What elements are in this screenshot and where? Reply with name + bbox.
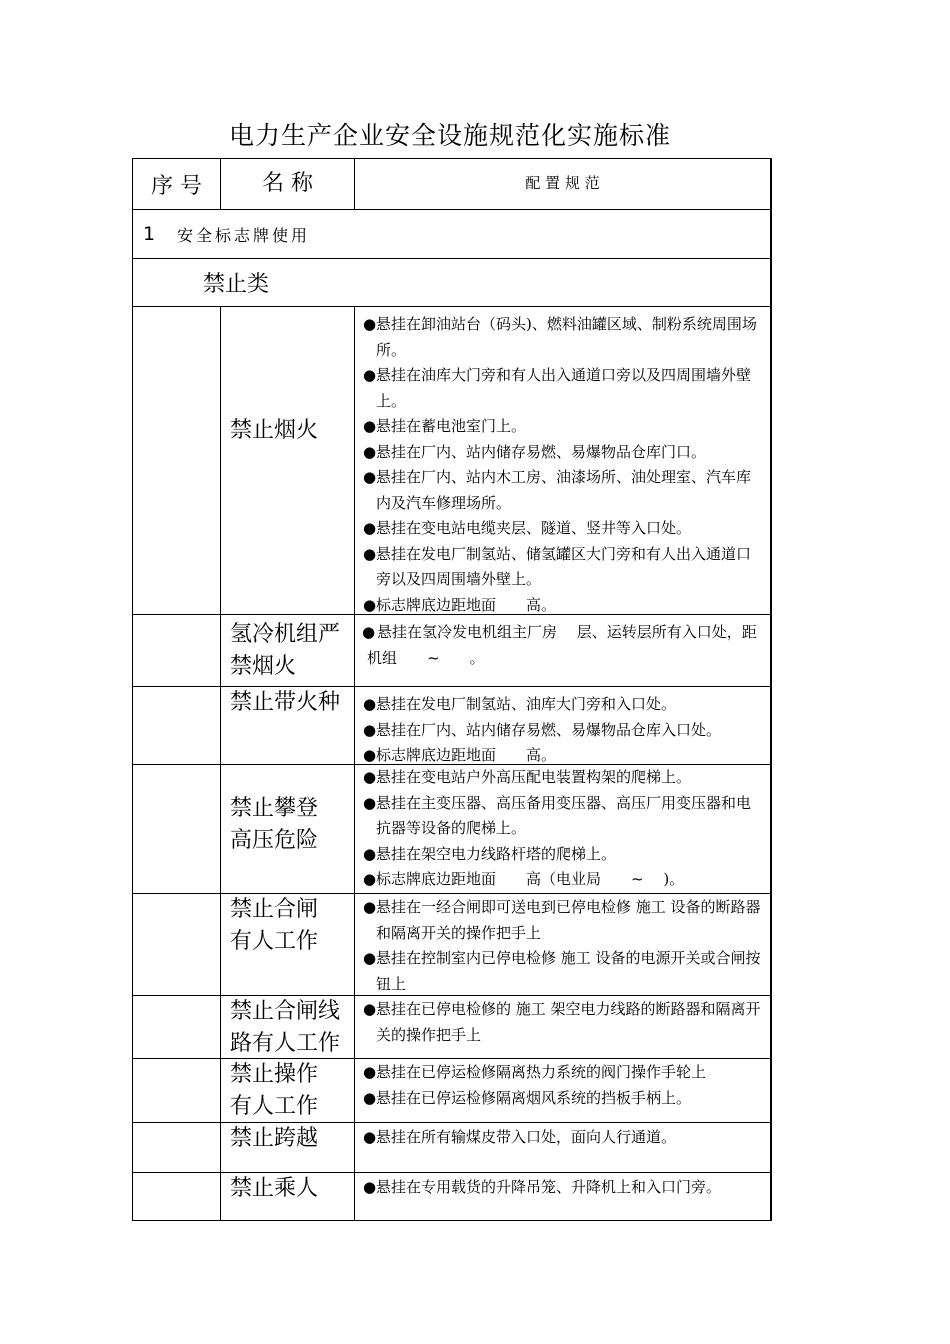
table-row	[133, 764, 770, 893]
list-item: ●标志牌底边距地面 高。	[363, 593, 764, 619]
sign-name: 禁止乘人	[221, 1173, 355, 1220]
list-item: ●悬挂在专用载货的升降吊笼、升降机上和入口门旁。	[363, 1175, 764, 1201]
bullet-icon: ●	[363, 793, 377, 812]
spec-cell	[355, 1173, 770, 1220]
bullet-icon: ●	[363, 366, 377, 384]
table-row	[133, 1058, 770, 1122]
list-item: ●悬挂在已停电检修的 施工 架空电力线路的断路器和隔离开关的操作把手上	[363, 997, 764, 1048]
list-item: ●标志牌底边距地面 高（电业局 ~ )。	[363, 867, 764, 893]
bullet-icon: ●	[363, 315, 377, 333]
spec-cell	[355, 1123, 770, 1172]
table-row	[133, 614, 770, 686]
header-name: 名 称	[221, 159, 355, 209]
list-item: ●悬挂在变电站电缆夹层、隧道、竖井等入口处。	[363, 516, 764, 542]
spec-cell	[355, 615, 770, 686]
category-label: 禁止类	[203, 272, 270, 297]
sign-name: 禁止带火种	[221, 687, 355, 764]
list-item: ●标志牌底边距地面 高。	[363, 743, 764, 769]
section-number: 1	[143, 223, 156, 245]
table-row	[133, 893, 770, 995]
spec-cell	[355, 1059, 770, 1122]
list-item: ●悬挂在变电站户外高压配电装置构架的爬梯上。	[363, 765, 764, 791]
bullet-icon: ●	[362, 623, 376, 641]
bullet-icon: ●	[363, 544, 377, 563]
sign-name: 禁止跨越	[221, 1123, 355, 1172]
bullet-icon: ●	[363, 1088, 377, 1107]
bullet-icon: ●	[363, 1178, 377, 1196]
sign-name: 禁止攀登高压危险	[221, 765, 355, 893]
bullet-icon: ●	[363, 519, 377, 537]
table-header-row	[133, 159, 770, 209]
list-item: ●悬挂在厂内、站内木工房、油漆场所、油处理室、汽车库内及汽车修理场所。	[363, 465, 764, 516]
specification-table	[132, 158, 772, 1221]
bullet-icon: ●	[363, 768, 377, 786]
bullet-icon: ●	[363, 1063, 377, 1081]
list-item: ●悬挂在已停运检修隔离热力系统的阀门操作手轮上	[363, 1060, 764, 1086]
sign-name: 禁止操作有人工作	[221, 1059, 355, 1122]
list-item: ●悬挂在蓄电池室门上。	[363, 414, 764, 440]
spec-cell	[355, 687, 770, 764]
document-title: 电力生产企业安全设施规范化实施标准	[228, 121, 671, 150]
list-item: ●悬挂在已停运检修隔离烟风系统的挡板手柄上。	[363, 1086, 764, 1112]
list-item: ●悬挂在发电厂制氢站、油库大门旁和入口处。	[363, 692, 764, 718]
bullet-icon: ●	[363, 949, 377, 967]
list-item: ●悬挂在架空电力线路杆塔的爬梯上。	[363, 842, 764, 868]
list-item: ● 悬挂在氢冷发电机组主厂房 层、运转层所有入口处，距机组 ~ 。	[367, 620, 764, 671]
spec-cell	[355, 765, 770, 893]
sign-name: 禁止烟火	[221, 307, 355, 614]
bullet-icon: ●	[363, 898, 377, 916]
sign-name: 氢冷机组严禁烟火	[221, 615, 355, 686]
bullet-icon: ●	[363, 1128, 377, 1146]
bullet-icon: ●	[363, 870, 377, 888]
bullet-icon: ●	[363, 595, 377, 614]
list-item: ●悬挂在油库大门旁和有人出入通道口旁以及四周围墙外壁上。	[363, 363, 764, 414]
table-row	[133, 995, 770, 1058]
list-item: ●悬挂在所有输煤皮带入口处，面向人行通道。	[363, 1125, 764, 1151]
header-configuration-spec: 配 置 规 范	[525, 174, 600, 193]
spec-cell	[355, 996, 770, 1058]
bullet-icon: ●	[363, 442, 377, 461]
list-item: ●悬挂在主变压器、高压备用变压器、高压厂用变压器和电抗器等设备的爬梯上。	[363, 791, 764, 842]
table-row	[133, 686, 770, 764]
sign-name: 禁止合闸线路有人工作	[221, 996, 355, 1058]
bullet-icon: ●	[363, 844, 377, 863]
spec-cell	[355, 307, 770, 614]
table-row	[133, 306, 770, 614]
header-serial-number: 序 号	[133, 159, 221, 209]
spec-cell	[355, 894, 770, 995]
list-item: ●悬挂在厂内、站内储存易燃、易爆物品仓库入口处。	[363, 718, 764, 744]
table-row	[133, 1122, 770, 1172]
section-row	[133, 209, 770, 258]
category-row	[133, 258, 770, 306]
bullet-icon: ●	[363, 468, 377, 486]
bullet-icon: ●	[363, 695, 377, 713]
list-item: ●悬挂在厂内、站内储存易燃、易爆物品仓库门口。	[363, 440, 764, 466]
bullet-icon: ●	[363, 746, 377, 764]
bullet-icon: ●	[363, 1000, 377, 1018]
list-item: ●悬挂在卸油站台（码头)、燃料油罐区域、制粉系统周围场所。	[363, 312, 764, 363]
bullet-icon: ●	[363, 720, 377, 739]
list-item: ●悬挂在发电厂制氢站、储氢罐区大门旁和有人出入通道口旁以及四周围墙外壁上。	[363, 542, 764, 593]
section-label: 安全标志牌使用	[177, 225, 311, 245]
list-item: ●悬挂在控制室内已停电检修 施工 设备的电源开关或合闸按钮上	[363, 946, 764, 997]
bullet-icon: ●	[363, 417, 377, 435]
list-item: ●悬挂在一经合闸即可送电到已停电检修 施工 设备的断路器和隔离开关的操作把手上	[363, 895, 764, 946]
table-row	[133, 1172, 770, 1220]
sign-name: 禁止合闸有人工作	[221, 894, 355, 995]
